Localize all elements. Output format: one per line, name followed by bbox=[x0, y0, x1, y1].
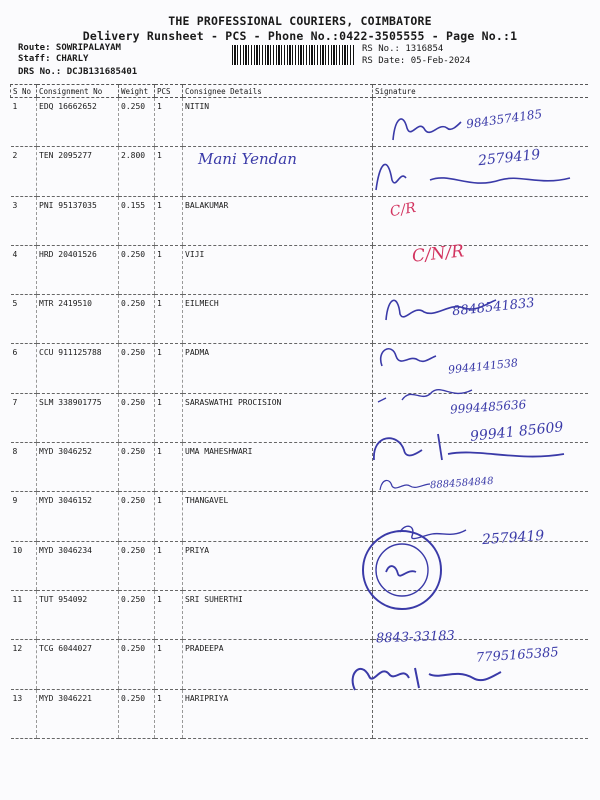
signature-row-8 bbox=[368, 424, 568, 469]
cell-pcs: 1 bbox=[155, 344, 183, 393]
cell-consignee: PADMA bbox=[183, 344, 373, 393]
cell-weight: 2.800 bbox=[119, 147, 155, 196]
cell-pcs: 1 bbox=[155, 492, 183, 541]
signature-row-2 bbox=[370, 150, 580, 195]
cell-pcs: 1 bbox=[155, 98, 183, 147]
rs-date: RS Date: 05-Feb-2024 bbox=[362, 56, 471, 66]
handwritten-phone-1: 9843574185 bbox=[465, 106, 543, 132]
cell-sno: 7 bbox=[11, 393, 37, 442]
col-consignment: Consignment No bbox=[37, 85, 119, 98]
cell-consignment: EDQ 16662652 bbox=[37, 98, 119, 147]
cell-sno: 11 bbox=[11, 590, 37, 639]
barcode bbox=[232, 45, 354, 65]
cell-pcs: 1 bbox=[155, 245, 183, 294]
handwritten-phone-5: 8848541833 bbox=[451, 295, 536, 320]
cell-sno: 10 bbox=[11, 541, 37, 590]
table-row bbox=[11, 492, 589, 541]
handwritten-name-row-2: Mani Yendan bbox=[198, 150, 297, 168]
table-row bbox=[11, 295, 589, 344]
handwritten-phone-9: 8884584848 bbox=[429, 475, 494, 492]
cell-consignment: HRD 20401526 bbox=[37, 245, 119, 294]
runsheet-subtitle: Delivery Runsheet - PCS - Phone No.:0422-3505555 - Page No.:1 bbox=[82, 29, 518, 43]
cell-consignment: SLM 338901775 bbox=[37, 393, 119, 442]
cell-signature bbox=[373, 196, 589, 245]
cell-weight: 0.250 bbox=[119, 98, 155, 147]
cell-consignee: THANGAVEL bbox=[183, 492, 373, 541]
cell-consignee: VIJI bbox=[183, 245, 373, 294]
rs-number: RS No.: 1316854 bbox=[362, 44, 444, 54]
cell-consignee bbox=[183, 147, 373, 196]
col-consignee: Consignee Details bbox=[183, 85, 373, 98]
route-label: Route: SOWRIPALAYAM bbox=[18, 43, 121, 53]
signature-row-5 bbox=[380, 290, 500, 330]
signature-row-9 bbox=[374, 472, 434, 496]
cell-consignee: SRI SUHERTHI bbox=[183, 590, 373, 639]
company-title: THE PROFESSIONAL COURIERS, COIMBATORE bbox=[168, 14, 432, 28]
cell-weight: 0.250 bbox=[119, 443, 155, 492]
signature-row-1 bbox=[385, 108, 465, 148]
cell-consignment: TEN 2095277 bbox=[37, 147, 119, 196]
cell-signature bbox=[373, 245, 589, 294]
cell-consignment: CCU 911125788 bbox=[37, 344, 119, 393]
cell-consignee: HARIPRIYA bbox=[183, 689, 373, 738]
signature-row-7 bbox=[372, 378, 482, 408]
cell-consignee: NITIN bbox=[183, 98, 373, 147]
cell-pcs: 1 bbox=[155, 689, 183, 738]
cell-weight: 0.250 bbox=[119, 689, 155, 738]
col-pcs: PCS bbox=[155, 85, 183, 98]
drs-number: DRS No.: DCJB131685401 bbox=[18, 67, 138, 77]
table-row bbox=[11, 590, 589, 639]
cell-consignee: PRADEEPA bbox=[183, 640, 373, 689]
handwritten-phone-6: 9944141538 bbox=[447, 356, 519, 377]
cell-consignee: BALAKUMAR bbox=[183, 196, 373, 245]
handwritten-cnr-row-3: C/R bbox=[388, 199, 418, 221]
handwritten-phone-10: 2579419 bbox=[481, 527, 545, 549]
col-weight: Weight bbox=[119, 85, 155, 98]
cell-consignment: TUT 954092 bbox=[37, 590, 119, 639]
cell-sno: 4 bbox=[11, 245, 37, 294]
cell-consignment: MYD 3046152 bbox=[37, 492, 119, 541]
cell-consignee: EILMECH bbox=[183, 295, 373, 344]
cell-consignee: UMA MAHESHWARI bbox=[183, 443, 373, 492]
cell-consignee: SARASWATHI PROCISION bbox=[183, 393, 373, 442]
col-sno: S No bbox=[11, 85, 37, 98]
cell-pcs: 1 bbox=[155, 640, 183, 689]
cell-consignment: TCG 6044027 bbox=[37, 640, 119, 689]
cell-consignment: MYD 3046221 bbox=[37, 689, 119, 738]
table-row bbox=[11, 196, 589, 245]
cell-consignee: PRIYA bbox=[183, 541, 373, 590]
cell-sno: 3 bbox=[11, 196, 37, 245]
cell-weight: 0.250 bbox=[119, 590, 155, 639]
table-header bbox=[11, 85, 589, 98]
handwritten-phone-13: 7795165385 bbox=[475, 645, 560, 666]
cell-consignment: MTR 2419510 bbox=[37, 295, 119, 344]
col-signature: Signature bbox=[373, 85, 589, 98]
handwritten-phone-2: 2579419 bbox=[477, 146, 542, 170]
cell-sno: 2 bbox=[11, 147, 37, 196]
cell-weight: 0.250 bbox=[119, 344, 155, 393]
table-row bbox=[11, 98, 589, 147]
handwritten-phone-12: 8843-33183 bbox=[375, 628, 456, 647]
cell-sno: 1 bbox=[11, 98, 37, 147]
cell-sno: 9 bbox=[11, 492, 37, 541]
staff-label: Staff: CHARLY bbox=[18, 54, 89, 64]
cell-sno: 5 bbox=[11, 295, 37, 344]
cell-consignment: PNI 95137035 bbox=[37, 196, 119, 245]
cell-consignment: MYD 3046234 bbox=[37, 541, 119, 590]
signature-row-6 bbox=[372, 338, 442, 374]
table-row bbox=[11, 689, 589, 738]
cell-pcs: 1 bbox=[155, 196, 183, 245]
cell-weight: 0.250 bbox=[119, 295, 155, 344]
cell-weight: 0.250 bbox=[119, 492, 155, 541]
cell-sno: 12 bbox=[11, 640, 37, 689]
cell-weight: 0.250 bbox=[119, 541, 155, 590]
cell-weight: 0.250 bbox=[119, 640, 155, 689]
handwritten-phone-8: 99941 85609 bbox=[469, 419, 565, 445]
handwritten-cnr-row-4: C/N/R bbox=[411, 241, 466, 267]
cell-pcs: 1 bbox=[155, 393, 183, 442]
agency-stamp bbox=[360, 528, 444, 612]
cell-pcs: 1 bbox=[155, 443, 183, 492]
table-row bbox=[11, 344, 589, 393]
cell-pcs: 1 bbox=[155, 590, 183, 639]
cell-sno: 6 bbox=[11, 344, 37, 393]
cell-weight: 0.155 bbox=[119, 196, 155, 245]
cell-weight: 0.250 bbox=[119, 393, 155, 442]
cell-sno: 13 bbox=[11, 689, 37, 738]
cell-pcs: 1 bbox=[155, 295, 183, 344]
signature-row-13 bbox=[345, 654, 505, 696]
cell-pcs: 1 bbox=[155, 147, 183, 196]
cell-pcs: 1 bbox=[155, 541, 183, 590]
handwritten-phone-7: 9994485636 bbox=[449, 397, 527, 417]
cell-sno: 8 bbox=[11, 443, 37, 492]
cell-consignment: MYD 3046252 bbox=[37, 443, 119, 492]
table-row bbox=[11, 245, 589, 294]
cell-weight: 0.250 bbox=[119, 245, 155, 294]
cell-signature bbox=[373, 689, 589, 738]
table-row bbox=[11, 541, 589, 590]
